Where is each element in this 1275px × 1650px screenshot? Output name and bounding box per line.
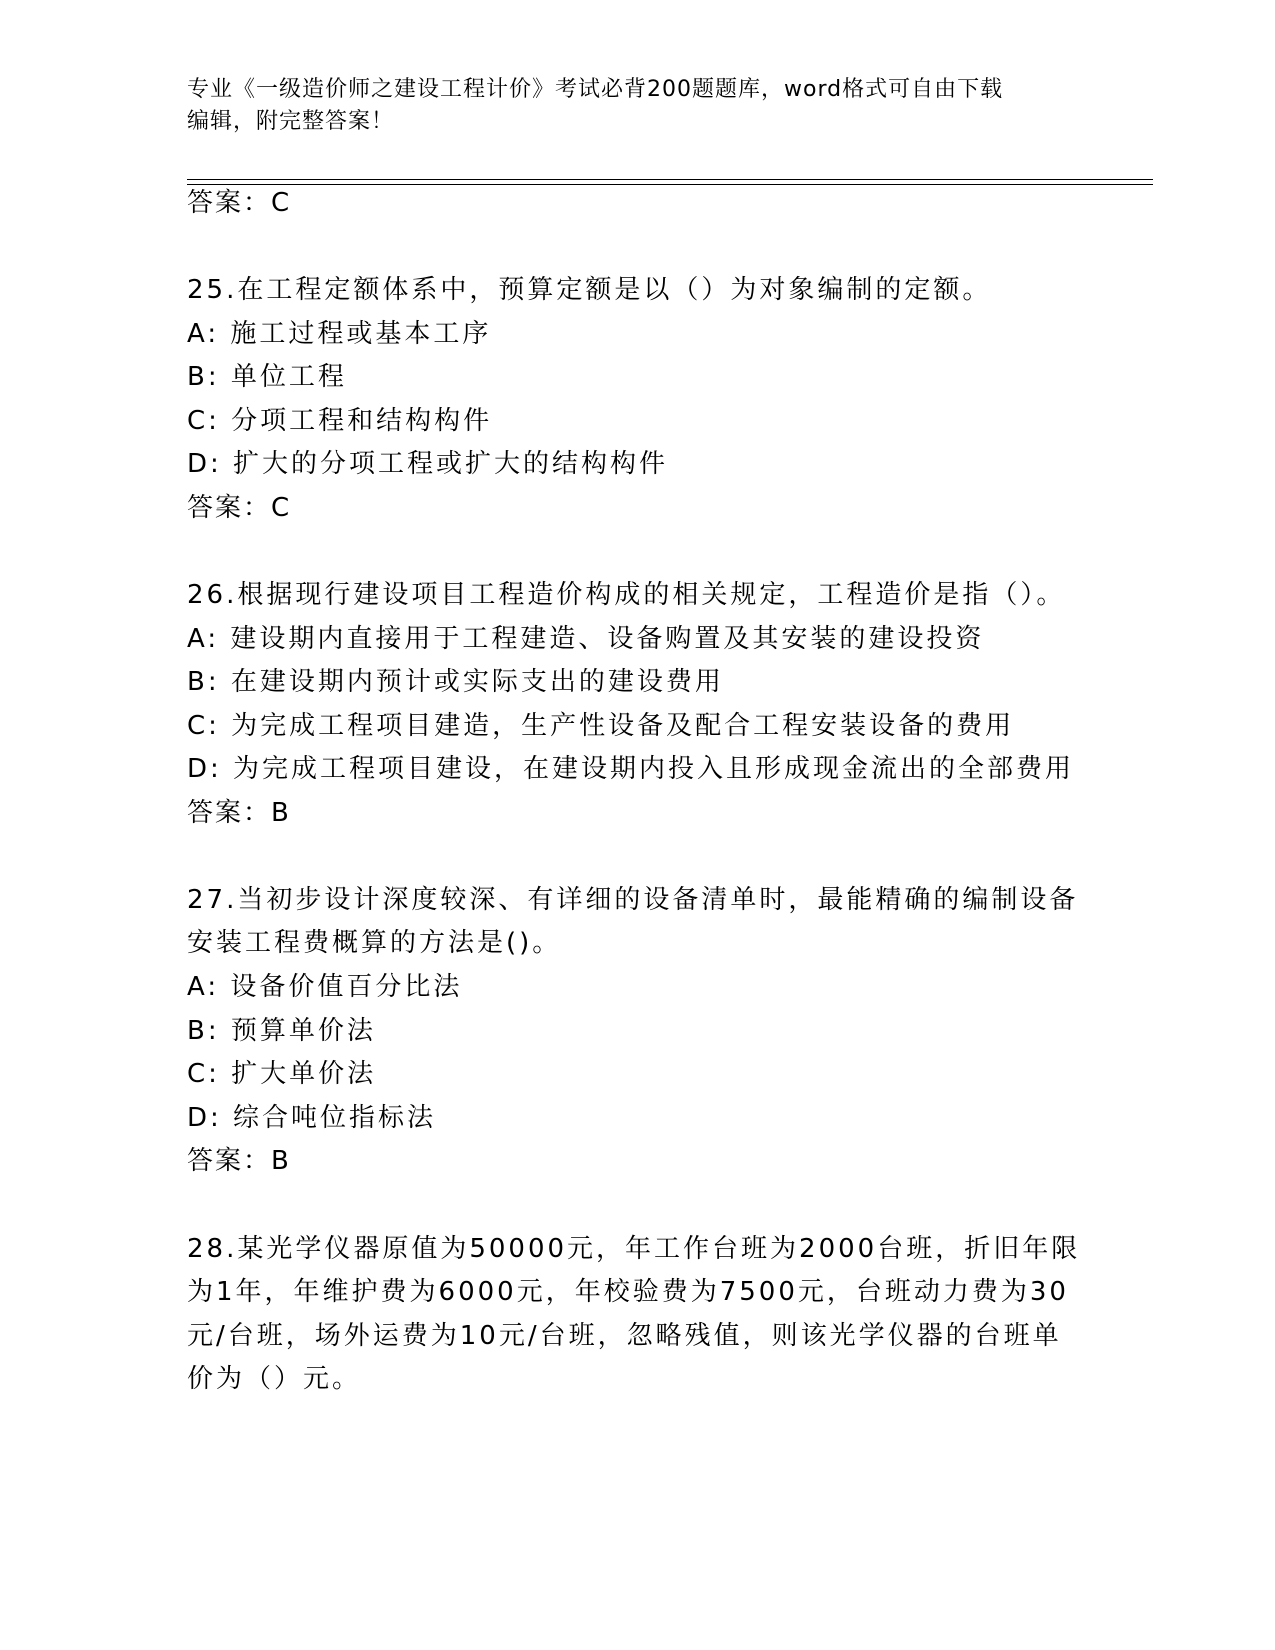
document-header <box>187 74 1067 138</box>
question-26-option-b: B: 在建设期内预计或实际支出的建设费用 <box>187 667 724 697</box>
question-27-stem-line-1: 27.当初步设计深度较深、有详细的设备清单时，最能精确的编制设备 <box>187 885 1079 915</box>
header-line-1: 专业《一级造价师之建设工程计价》考试必背200题题库，word格式可自由下载 <box>187 77 1004 102</box>
question-27-option-b: B: 预算单价法 <box>187 1016 376 1046</box>
question-26-option-a: A: 建设期内直接用于工程建造、设备购置及其安装的建设投资 <box>187 624 985 654</box>
header-divider-bottom <box>187 184 1153 185</box>
question-25-option-c: C: 分项工程和结构构件 <box>187 406 493 436</box>
header-divider-top <box>187 179 1153 180</box>
question-25-option-d: D: 扩大的分项工程或扩大的结构构件 <box>187 449 669 479</box>
question-28-stem-line-4: 价为（）元。 <box>187 1364 362 1394</box>
question-25-option-a: A: 施工过程或基本工序 <box>187 319 492 349</box>
question-27-option-a: A: 设备价值百分比法 <box>187 972 463 1002</box>
question-27-option-d: D: 综合吨位指标法 <box>187 1103 437 1133</box>
question-25-answer: 答案：C <box>187 493 292 523</box>
question-25-stem: 25.在工程定额体系中，预算定额是以（）为对象编制的定额。 <box>187 275 992 305</box>
header-line-2: 编辑，附完整答案！ <box>187 109 395 134</box>
question-26-stem: 26.根据现行建设项目工程造价构成的相关规定，工程造价是指（）。 <box>187 580 1066 610</box>
question-28-stem-line-3: 元/台班，场外运费为10元/台班，忽略残值，则该光学仪器的台班单 <box>187 1321 1062 1351</box>
question-26-option-d: D: 为完成工程项目建设，在建设期内投入且形成现金流出的全部费用 <box>187 754 1075 784</box>
question-27-answer: 答案：B <box>187 1146 291 1176</box>
question-26-option-c: C: 为完成工程项目建造，生产性设备及配合工程安装设备的费用 <box>187 711 1015 741</box>
question-27-option-c: C: 扩大单价法 <box>187 1059 377 1089</box>
previous-answer: 答案：C <box>187 188 292 218</box>
question-28-stem-line-1: 28.某光学仪器原值为50000元，年工作台班为2000台班，折旧年限 <box>187 1234 1081 1264</box>
question-25-option-b: B: 单位工程 <box>187 362 347 392</box>
question-27-stem-line-2: 安装工程费概算的方法是()。 <box>187 928 562 958</box>
question-26-answer: 答案：B <box>187 798 291 828</box>
question-28-stem-line-2: 为1年，年维护费为6000元，年校验费为7500元，台班动力费为30 <box>187 1277 1069 1307</box>
